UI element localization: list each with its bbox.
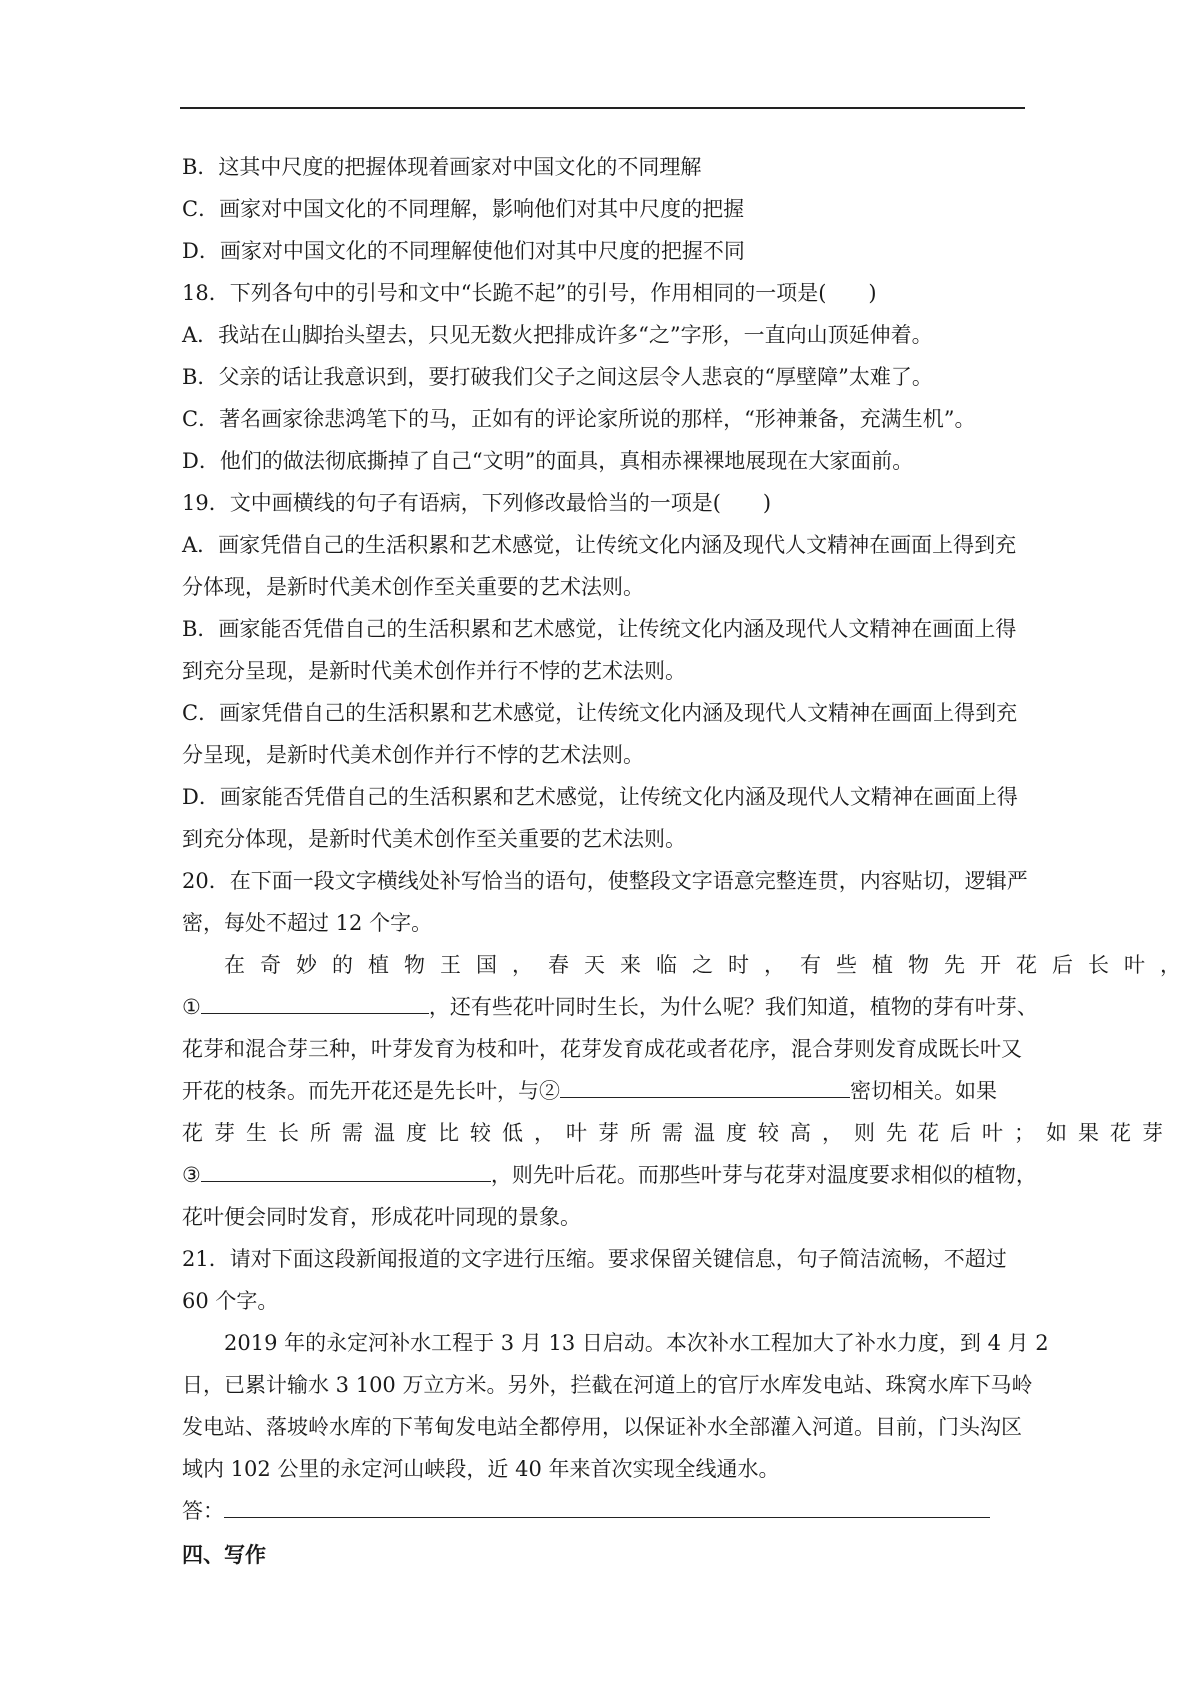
header-rule: [180, 107, 1025, 109]
q20-passage-line3: 花芽和混合芽三种，叶芽发育为枝和叶，花芽发育成花或者花序，混合芽则发育成既长叶又: [182, 1037, 1022, 1061]
q20-stem-line2: 密，每处不超过 12 个字。: [182, 911, 433, 935]
q21-news-line2: 日，已累计输水 3 100 万立方米。另外，拦截在河道上的官厅水库发电站、珠窝水库下马岭: [182, 1373, 1033, 1397]
q19-option-b-line1: B．画家能否凭借自己的生活积累和艺术感觉，让传统文化内涵及现代人文精神在画面上得: [182, 617, 1017, 641]
q19-option-c-line1: C．画家凭借自己的生活积累和艺术感觉，让传统文化内涵及现代人文精神在画面上得到充: [182, 701, 1018, 725]
q21-stem-line1: 21．请对下面这段新闻报道的文字进行压缩。要求保留关键信息，句子简洁流畅，不超过: [182, 1247, 1007, 1271]
q20-blank3[interactable]: [201, 1157, 491, 1182]
q21-answer-line: [182, 1490, 1027, 1532]
q20-passage-line5: 花芽生长所需温度比较低，叶芽所需温度较高，则先花后叶；如果花芽: [182, 1121, 1174, 1145]
q18-option-b: B．父亲的话让我意识到，要打破我们父子之间这层令人悲哀的“厚壁障”太难了。: [182, 365, 933, 389]
exam-page: [182, 146, 1196, 1576]
q19-stem: 19．文中画横线的句子有语病，下列修改最恰当的一项是( ): [182, 491, 772, 515]
q20-blank3-label: ③: [182, 1163, 201, 1187]
q20-passage-line4-text: 开花的枝条。而先开花还是先长叶，与②: [182, 1079, 560, 1103]
q18-stem: 18．下列各句中的引号和文中“长跪不起”的引号，作用相同的一项是( ): [182, 281, 877, 305]
q18-option-c: C．著名画家徐悲鸿笔下的马，正如有的评论家所说的那样，“形神兼备，充满生机”。: [182, 407, 976, 431]
q21-answer-blank[interactable]: [224, 1493, 990, 1518]
q17-option-c: C．画家对中国文化的不同理解，影响他们对其中尺度的把握: [182, 197, 745, 221]
q19-option-a-line2: 分体现，是新时代美术创作至关重要的艺术法则。: [182, 575, 644, 599]
q20-passage-line6: [182, 1154, 1037, 1196]
q17-option-d: D．画家对中国文化的不同理解使他们对其中尺度的把握不同: [182, 239, 745, 263]
q20-passage-line4: [182, 1070, 1027, 1112]
q20-stem-line1: 20．在下面一段文字横线处补写恰当的语句，使整段文字语意完整连贯，内容贴切，逻辑严: [182, 869, 1028, 893]
q21-news-line4: 域内 102 公里的永定河山峡段，近 40 年来首次实现全线通水。: [182, 1457, 780, 1481]
q21-news-line1: 2019 年的永定河补水工程于 3 月 13 日启动。本次补水工程加大了补水力度，到 4 月 2: [224, 1331, 1049, 1355]
q20-blank1[interactable]: [201, 989, 429, 1014]
q20-blank2[interactable]: [560, 1073, 850, 1098]
q21-answer-label: 答：: [182, 1499, 224, 1523]
q19-option-a-line1: A．画家凭借自己的生活积累和艺术感觉，让传统文化内涵及现代人文精神在画面上得到充: [182, 533, 1017, 557]
q20-passage-line6-text: ，则先叶后花。而那些叶芽与花芽对温度要求相似的植物，: [490, 1163, 1037, 1187]
q21-news-line3: 发电站、落坡岭水库的下苇甸发电站全都停用，以保证补水全部灌入河道。目前，门头沟区: [182, 1415, 1022, 1439]
q20-blank1-label: ①: [182, 995, 201, 1019]
q19-option-b-line2: 到充分呈现，是新时代美术创作并行不悖的艺术法则。: [182, 659, 686, 683]
q20-passage-line2-text: ，还有些花叶同时生长，为什么呢？我们知道，植物的芽有叶芽、: [428, 995, 1038, 1019]
q20-passage-line7: 花叶便会同时发育，形成花叶同现的景象。: [182, 1205, 581, 1229]
q18-option-a: A．我站在山脚抬头望去，只见无数火把排成许多“之”字形，一直向山顶延伸着。: [182, 323, 933, 347]
q20-passage-line2: [182, 986, 1038, 1028]
q20-passage-line1: 在奇妙的植物王国，春天来临之时，有些植物先开花后长叶，: [224, 953, 1196, 977]
q19-option-d-line2: 到充分体现，是新时代美术创作至关重要的艺术法则。: [182, 827, 686, 851]
q21-stem-line2: 60 个字。: [182, 1289, 279, 1313]
q19-option-c-line2: 分呈现，是新时代美术创作并行不悖的艺术法则。: [182, 743, 644, 767]
q20-passage-line4-tail: 密切相关。如果: [850, 1079, 997, 1103]
q19-option-d-line1: D．画家能否凭借自己的生活积累和艺术感觉，让传统文化内涵及现代人文精神在画面上得: [182, 785, 1018, 809]
q17-option-b: B．这其中尺度的把握体现着画家对中国文化的不同理解: [182, 155, 702, 179]
section-heading-writing: 四、写作: [182, 1543, 266, 1567]
q18-option-d: D．他们的做法彻底撕掉了自己“文明”的面具，真相赤裸裸地展现在大家面前。: [182, 449, 914, 473]
